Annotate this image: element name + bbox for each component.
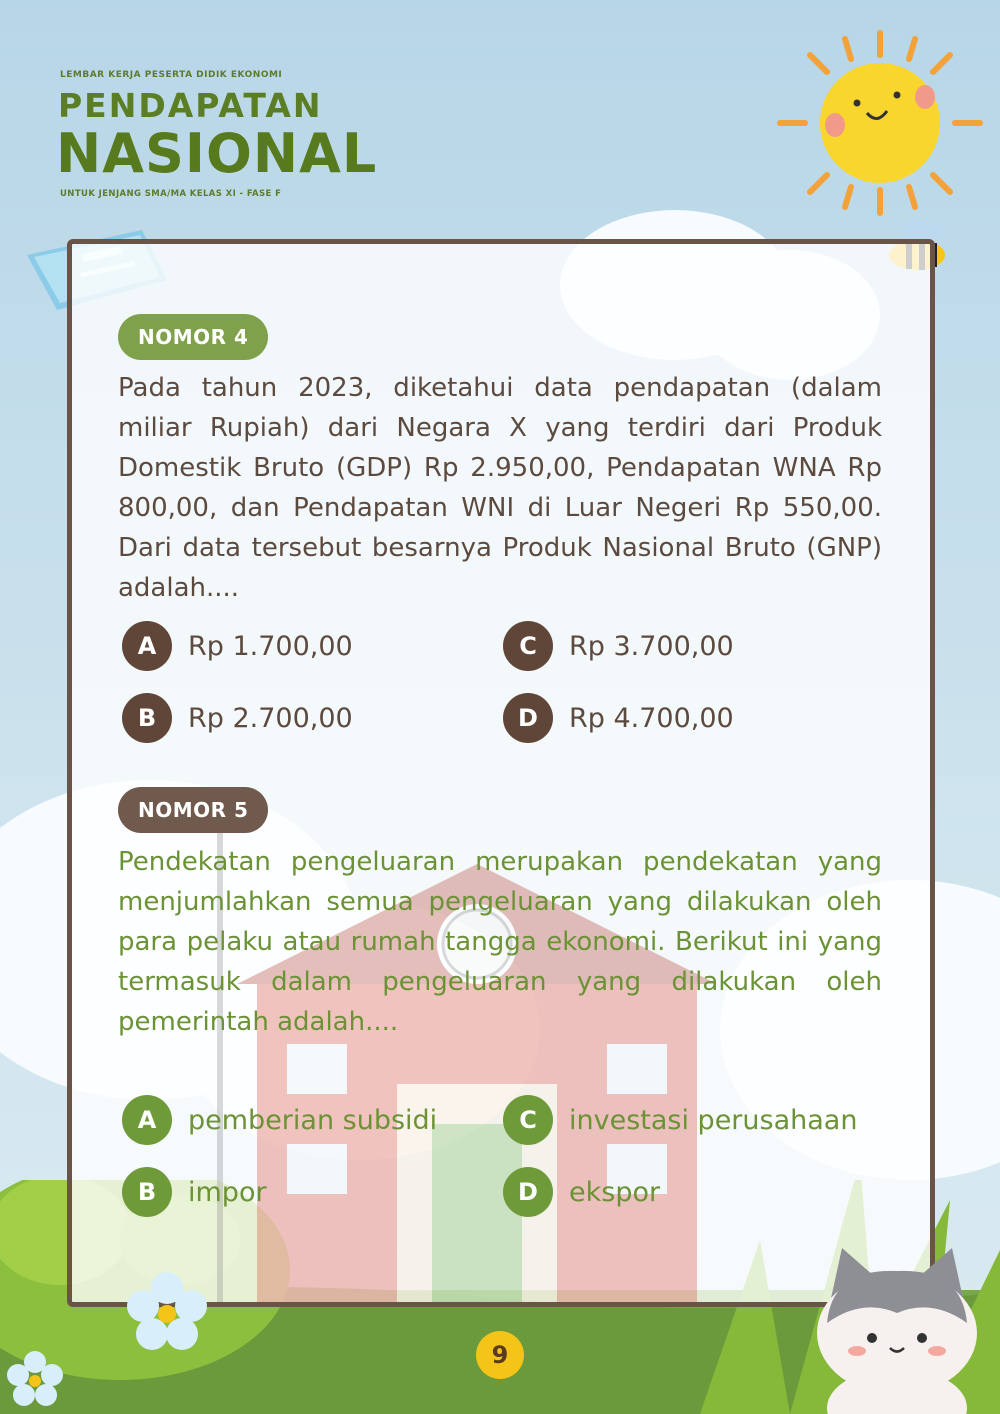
q4-option-a[interactable] — [122, 621, 353, 671]
question-5-text: Pendekatan pengeluaran merupakan pendekatan yang menjumlahkan semua pengeluaran yang dilakukan oleh para pelaku atau rumah tangga ekonomi. Berikut ini yang termasuk dalam pengeluaran yang dilakukan oleh pemerintah adalah.... — [118, 847, 882, 1037]
option-letter: D — [503, 693, 553, 743]
option-letter: B — [122, 1167, 172, 1217]
q5-option-a[interactable] — [122, 1095, 437, 1145]
cat-illustration — [812, 1243, 982, 1414]
option-text: investasi perusahaan — [569, 1104, 858, 1136]
option-text: Rp 3.700,00 — [569, 630, 734, 662]
option-letter: B — [122, 693, 172, 743]
q5-option-b[interactable] — [122, 1167, 267, 1217]
sun-illustration — [775, 25, 985, 220]
flower-icon — [5, 1350, 65, 1410]
title-line-1: PENDAPATAN — [58, 86, 323, 125]
q5-option-d[interactable] — [503, 1167, 660, 1217]
q4-option-c[interactable] — [503, 621, 734, 671]
worksheet-kicker: LEMBAR KERJA PESERTA DIDIK EKONOMI — [60, 70, 283, 80]
option-text: Rp 2.700,00 — [188, 702, 353, 734]
worksheet-subtitle: UNTUK JENJANG SMA/MA KELAS XI - FASE F — [60, 189, 282, 199]
question-4-text: Pada tahun 2023, diketahui data pendapatan (dalam miliar Rupiah) dari Negara X yang terdiri dari Produk Domestik Bruto (GDP) Rp 2.950,00, Pendapatan WNA Rp 800,00, dan Pendapatan WNI di Luar Negeri Rp 550,00. Dari data tersebut besarnya Produk Nasional Bruto (GNP) adalah.... — [118, 373, 882, 603]
option-text: ekspor — [569, 1176, 661, 1208]
question-5-badge: NOMOR 5 — [118, 787, 268, 833]
q5-option-c[interactable] — [503, 1095, 857, 1145]
option-text: Rp 4.700,00 — [569, 702, 734, 734]
flower-icon — [125, 1270, 210, 1355]
option-letter: C — [503, 621, 553, 671]
option-text: impor — [188, 1176, 267, 1208]
option-text: pemberian subsidi — [188, 1104, 438, 1136]
option-letter: C — [503, 1095, 553, 1145]
q4-option-d[interactable] — [503, 693, 734, 743]
option-letter: A — [122, 621, 172, 671]
title-line-2: NASIONAL — [56, 122, 378, 185]
page-number: 9 — [476, 1331, 524, 1379]
question-4-badge: NOMOR 4 — [118, 314, 268, 360]
q4-option-b[interactable] — [122, 693, 353, 743]
option-letter: D — [503, 1167, 553, 1217]
option-text: Rp 1.700,00 — [188, 630, 353, 662]
option-letter: A — [122, 1095, 172, 1145]
